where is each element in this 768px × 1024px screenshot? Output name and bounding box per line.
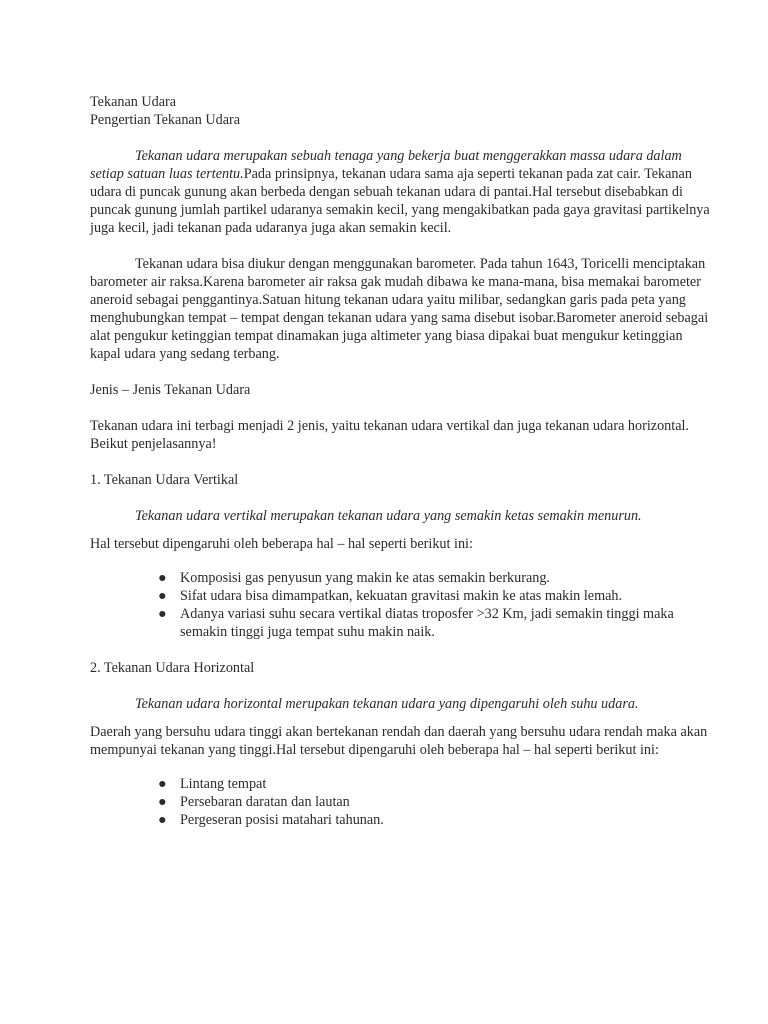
definition-italic-text: Tekanan udara merupakan sebuah tenaga yang bekerja buat menggerakkan massa udara dalam setiap satuan luas tertentu.	[90, 148, 682, 182]
section-heading-types: Jenis – Jenis Tekanan Udara	[90, 382, 251, 398]
list-item: ● Adanya variasi suhu secara vertikal diatas troposfer >32 Km, jadi semakin tinggi maka semakin tinggi juga tempat suhu makin naik.	[158, 606, 674, 640]
list-item: ● Lintang tempat	[158, 776, 267, 792]
vertical-intro: Hal tersebut dipengaruhi oleh beberapa hal – hal seperti berikut ini:	[90, 536, 473, 552]
paragraph-barometer: Tekanan udara bisa diukur dengan menggunakan barometer. Pada tahun 1643, Toricelli menciptakan barometer air raksa.Karena barometer air raksa gak mudah dibawa ke mana-mana, bisa memakai barometer aneroid sebagai penggantinya.Satuan hitung tekanan udara yaitu milibar, sedangkan garis pada peta yang menghubungkan tempat – tempat dengan tekanan udara yang sama disebut isobar.Barometer aneroid sebagai alat pengukur ketinggian tempat dinamakan juga altimeter yang biasa dipakai buat mengukur ketinggian kapal udara yang sedang terbang.	[90, 256, 709, 362]
subheading-horizontal: 2. Tekanan Udara Horizontal	[90, 660, 255, 676]
bullet-icon: ●	[158, 570, 167, 586]
horizontal-factors-list	[90, 775, 710, 829]
paragraph-types-intro: Tekanan udara ini terbagi menjadi 2 jenis, yaitu tekanan udara vertikal dan juga tekanan udara horizontal. Beikut penjelasannya!	[90, 418, 689, 452]
list-item: ● Sifat udara bisa dimampatkan, kekuatan gravitasi makin ke atas makin lemah.	[158, 588, 623, 604]
document-title: Tekanan Udara	[90, 94, 177, 110]
list-item: ● Persebaran daratan dan lautan	[158, 794, 350, 810]
horizontal-definition: Tekanan udara horizontal merupakan tekanan udara yang dipengaruhi oleh suhu udara.	[135, 696, 639, 712]
bullet-icon: ●	[158, 606, 167, 622]
paragraph-definition	[90, 147, 710, 237]
horizontal-intro: Daerah yang bersuhu udara tinggi akan bertekanan rendah dan daerah yang bersuhu udara rendah maka akan mempunyai tekanan yang tinggi.Hal tersebut dipengaruhi oleh beberapa hal – hal seperti berikut ini:	[90, 724, 708, 758]
bullet-icon: ●	[158, 812, 167, 828]
bullet-icon: ●	[158, 794, 167, 810]
vertical-factors-list	[90, 569, 710, 641]
vertical-definition: Tekanan udara vertikal merupakan tekanan udara yang semakin ketas semakin menurun.	[135, 508, 642, 524]
list-item: ● Komposisi gas penyusun yang makin ke atas semakin berkurang.	[158, 570, 550, 586]
definition-rest-text: Pada prinsipnya, tekanan udara sama aja seperti tekanan pada zat cair. Tekanan udara di puncak gunung akan berbeda dengan sebuah tekanan udara di pantai.Hal tersebut disebabkan di puncak gunung jumlah partikel udaranya semakin kecil, yang mengakibatkan pada gaya gravitasi partikelnya juga kecil, jadi tekanan pada udaranya juga akan semakin kecil.	[90, 166, 710, 236]
section-heading-definition: Pengertian Tekanan Udara	[90, 112, 241, 128]
list-item: ● Pergeseran posisi matahari tahunan.	[158, 812, 384, 828]
bullet-icon: ●	[158, 588, 167, 604]
document-page	[90, 93, 710, 829]
subheading-vertical: 1. Tekanan Udara Vertikal	[90, 472, 239, 488]
bullet-icon: ●	[158, 776, 167, 792]
